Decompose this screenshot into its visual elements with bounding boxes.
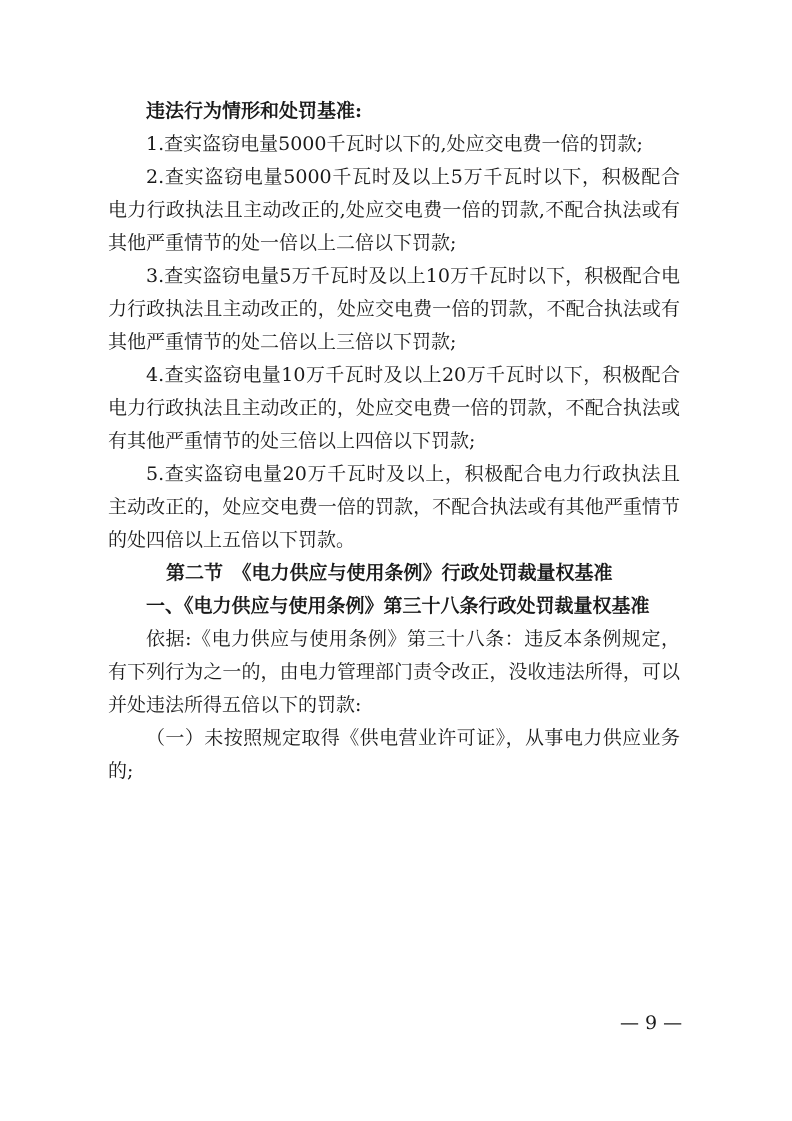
item-3: 3.查实盗窃电量5万千瓦时及以上10万千瓦时以下，积极配合电力行政执法且主动改正的，处应交电费一倍的罚款，不配合执法或有其他严重情节的处二倍以上三倍以下罚款; [108, 265, 680, 353]
item-4: 4.查实盗窃电量10万千瓦时及以上20万千瓦时以下，积极配合电力行政执法且主动改正的，处应交电费一倍的罚款，不配合执法或有其他严重情节的处三倍以上四倍以下罚款; [108, 364, 680, 452]
legal-basis: 依据:《电力供应与使用条例》第三十八条：违反本条例规定，有下列行为之一的，由电力管理部门责令改正，没收违法所得，可以并处违法所得五倍以下的罚款: [108, 628, 680, 716]
violation-heading: 违法行为情形和处罚基准: [146, 100, 363, 122]
section-title: 第二节 《电力供应与使用条例》行政处罚裁量权基准 [166, 562, 613, 584]
item-1: 1.查实盗窃电量5000千瓦时以下的,处应交电费一倍的罚款; [146, 133, 643, 155]
clause-1: （一）未按照规定取得《供电营业许可证》，从事电力供应业务的; [108, 727, 680, 782]
subsection-title: 一、《电力供应与使用条例》第三十八条行政处罚裁量权基准 [146, 595, 650, 617]
item-2: 2.查实盗窃电量5000千瓦时及以上5万千瓦时以下，积极配合电力行政执法且主动改正的,处应交电费一倍的罚款,不配合执法或有其他严重情节的处一倍以上二倍以下罚款; [108, 166, 680, 254]
item-5: 5.查实盗窃电量20万千瓦时及以上，积极配合电力行政执法且主动改正的，处应交电费一倍的罚款，不配合执法或有其他严重情节的处四倍以上五倍以下罚款。 [108, 463, 680, 551]
page-number: — 9 — [620, 1012, 683, 1034]
document-body [108, 95, 680, 788]
